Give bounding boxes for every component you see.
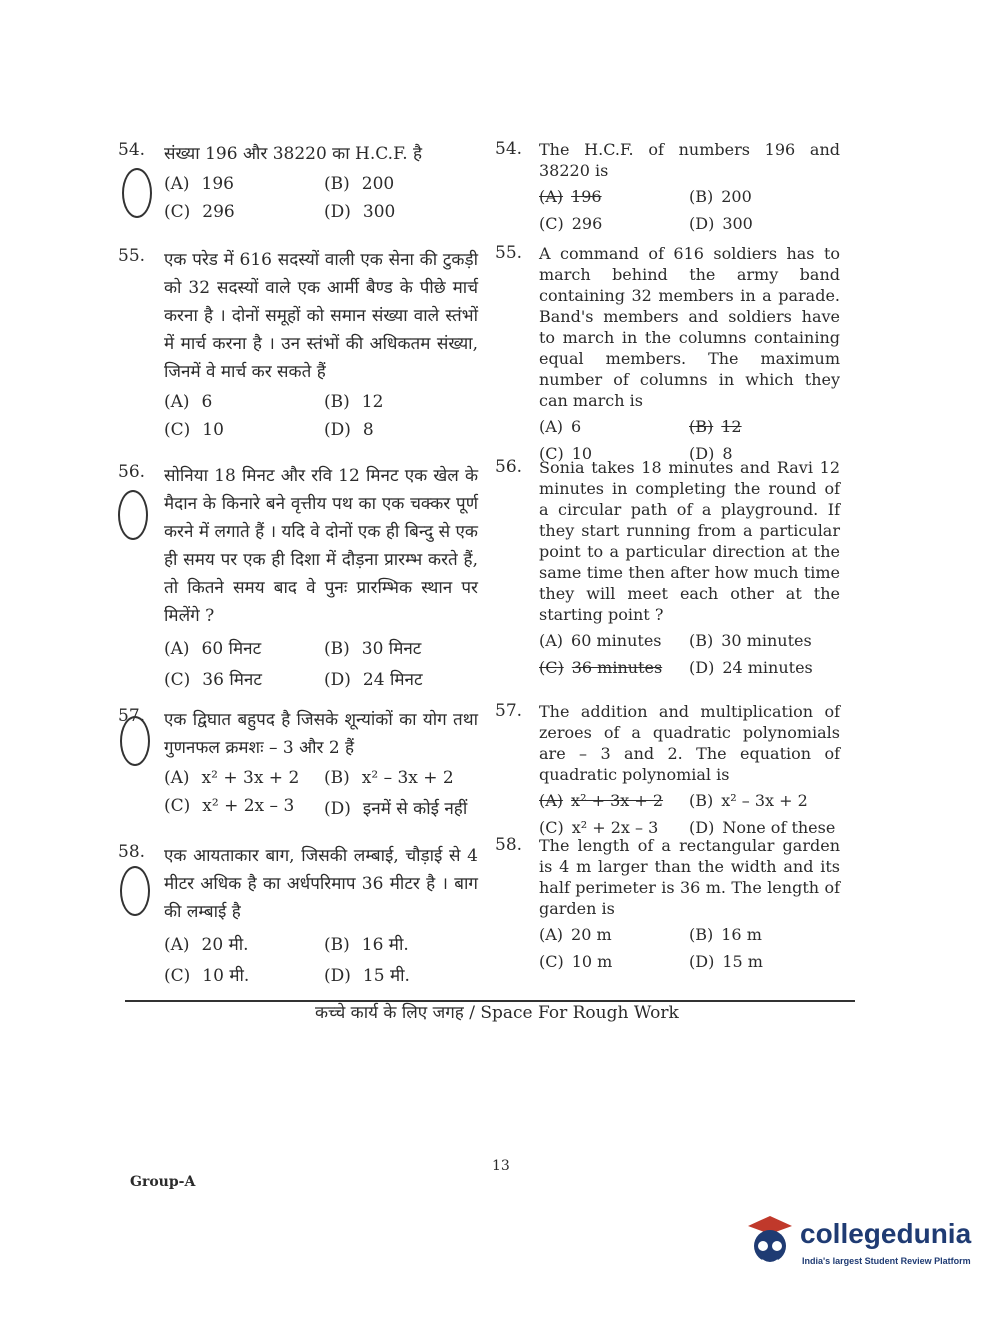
option-b: (B) 200 <box>324 174 395 194</box>
option-d: (D) 15 m <box>689 952 763 971</box>
option-c: (C) x² + 2x – 3 <box>164 796 295 816</box>
question-number: 57. <box>495 701 523 721</box>
option-d: (D) 8 <box>689 444 733 463</box>
option-b: (B) 200 <box>689 187 752 206</box>
option-d: (D) 15 मी. <box>324 966 410 986</box>
option-d: (D) इनमें से कोई नहीं <box>324 799 468 819</box>
handwritten-mark <box>120 716 150 766</box>
handwritten-mark <box>120 866 150 916</box>
option-b: (B) 12 <box>689 417 742 436</box>
option-a: (A) 6 <box>164 392 213 412</box>
option-d: (D) 24 मिनट <box>324 670 423 690</box>
question-text: A command of 616 soldiers has to march behind the army band containing 32 members in a parade. Band's members and soldiers have to march in the columns containing equal members. The maximum number of columns in which they can march is <box>539 244 840 410</box>
option-c: (C) 10 मी. <box>164 966 250 986</box>
option-c: (C) 296 <box>539 214 603 233</box>
option-c: (C) x² + 2x – 3 <box>539 818 659 837</box>
options <box>539 925 840 971</box>
options <box>164 768 478 819</box>
question-text: The H.C.F. of numbers 196 and 38220 is <box>539 140 840 180</box>
option-d: (D) 300 <box>689 214 753 233</box>
question-number: 58. <box>495 835 523 855</box>
options <box>164 392 478 440</box>
option-d: (D) 24 minutes <box>689 658 813 677</box>
handwritten-mark <box>122 168 152 218</box>
question-number: 58. <box>118 842 146 862</box>
question-number: 57. <box>118 706 146 726</box>
options <box>164 932 478 986</box>
options <box>539 791 840 837</box>
question-57-english <box>495 701 840 837</box>
option-a: (A) 20 m <box>539 925 612 944</box>
option-b: (B) 16 m <box>689 925 762 944</box>
group-label: Group-A <box>130 1174 196 1190</box>
option-a: (A) 196 <box>539 187 602 206</box>
option-b: (B) x² – 3x + 2 <box>689 791 808 810</box>
options <box>164 636 478 690</box>
option-a: (A) x² + 3x + 2 <box>539 791 664 810</box>
question-text: The length of a rectangular garden is 4 m larger than the width and its half perimeter is 36 m. The length of garden is <box>539 836 840 918</box>
question-56-english <box>495 457 840 677</box>
question-text: The addition and multiplication of zeroes of a quadratic polynomials are – 3 and 2. The equation of quadratic polynomial is <box>539 702 840 784</box>
question-text: एक आयताकार बाग, जिसकी लम्बाई, चौड़ाई से 4 मीटर अधिक है का अर्धपरिमाप 36 मीटर है । बाग की लम्बाई है <box>164 846 478 922</box>
option-a: (A) 60 मिनट <box>164 639 262 659</box>
collegedunia-logo <box>742 1212 972 1282</box>
option-a: (A) 20 मी. <box>164 935 249 955</box>
option-c: (C) 36 मिनट <box>164 670 262 690</box>
student-face-icon <box>742 1212 798 1274</box>
logo-tagline: India's largest Student Review Platform <box>802 1256 971 1266</box>
question-number: 56. <box>118 462 146 482</box>
option-c: (C) 36 minutes <box>539 658 663 677</box>
option-b: (B) 30 minutes <box>689 631 812 650</box>
option-a: (A) 6 <box>539 417 582 436</box>
option-b: (B) 12 <box>324 392 384 412</box>
handwritten-mark <box>118 490 148 540</box>
option-b: (B) x² – 3x + 2 <box>324 768 454 788</box>
question-number: 55. <box>118 246 146 266</box>
option-c: (C) 10 <box>164 420 224 440</box>
question-55-english <box>495 243 840 463</box>
options <box>539 631 840 677</box>
question-text: एक द्विघात बहुपद है जिसके शून्यांकों का योग तथा गुणनफल क्रमशः – 3 और 2 हैं <box>164 710 478 758</box>
question-57-hindi <box>118 706 478 819</box>
question-number: 56. <box>495 457 523 477</box>
question-text: Sonia takes 18 minutes and Ravi 12 minutes in completing the round of a circular path of a playground. If they start running from a particular point to a particular direction at the same time then after how much time they will meet each other at the starting point ? <box>539 458 840 624</box>
option-c: (C) 10 <box>539 444 593 463</box>
logo-name: collegedunia <box>800 1218 972 1249</box>
question-number: 54. <box>118 140 146 160</box>
question-54-hindi <box>118 140 478 222</box>
question-54-english <box>495 139 840 233</box>
question-56-hindi <box>118 462 478 690</box>
question-number: 55. <box>495 243 523 263</box>
question-text: संख्या 196 और 38220 का H.C.F. है <box>164 144 423 164</box>
option-d: (D) 8 <box>324 420 374 440</box>
question-58-english <box>495 835 840 971</box>
question-number: 54. <box>495 139 523 159</box>
option-a: (A) 196 <box>164 174 234 194</box>
option-c: (C) 296 <box>164 202 235 222</box>
options <box>539 187 840 233</box>
option-a: (A) 60 minutes <box>539 631 662 650</box>
question-text: एक परेड में 616 सदस्यों वाली एक सेना की टुकड़ी को 32 सदस्यों वाले एक आर्मी बैण्ड के पीछे मार्च करना है । दोनों समूहों को समान संख्या वाले स्तंभों में मार्च करना है । उन स्तंभों की अधिकतम संख्या, जिनमें वे मार्च कर सकते हैं <box>164 250 478 382</box>
option-b: (B) 30 मिनट <box>324 639 422 659</box>
option-b: (B) 16 मी. <box>324 935 409 955</box>
option-d: (D) None of these <box>689 818 836 837</box>
options <box>164 174 478 222</box>
question-text: सोनिया 18 मिनट और रवि 12 मिनट एक खेल के मैदान के किनारे बने वृत्तीय पथ का एक चक्कर पूर्ण करने में लगाते हैं । यदि वे दोनों एक ही बिन्दु से एक ही समय पर एक ही दिशा में दौड़ना प्रारम्भ करते हैं, तो कितने समय बाद वे पुनः प्रारम्भिक स्थान पर मिलेंगे ? <box>164 466 478 626</box>
question-55-hindi <box>118 246 478 440</box>
option-d: (D) 300 <box>324 202 396 222</box>
page-number: 13 <box>492 1158 510 1174</box>
option-c: (C) 10 m <box>539 952 613 971</box>
option-a: (A) x² + 3x + 2 <box>164 768 300 788</box>
question-58-hindi <box>118 842 478 986</box>
rough-work-label: कच्चे कार्य के लिए जगह / Space For Rough Work <box>315 1003 679 1023</box>
